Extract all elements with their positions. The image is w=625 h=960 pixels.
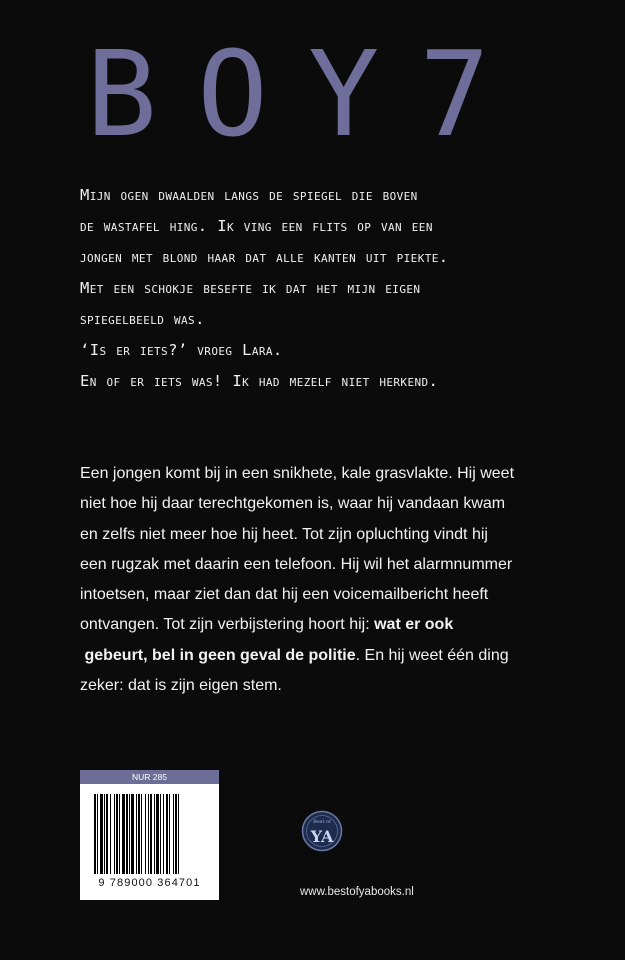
blurb-line: intoetsen, maar ziet dan dat hij een voicemailbericht heeft	[80, 586, 489, 604]
barcode-box	[80, 770, 219, 900]
blurb-text: . En hij weet één ding	[355, 646, 509, 664]
publisher-url: www.bestofyabooks.nl	[300, 886, 414, 898]
blurb-line: zeker: dat is zijn eigen stem.	[80, 677, 282, 695]
nur-label: NUR 285	[80, 770, 219, 784]
blurb-line: en zelfs niet meer hoe hij heet. Tot zijn opluchting vindt hij	[80, 525, 488, 543]
blurb-line: een rugzak met daarin een telefoon. Hij wil het alarmnummer	[80, 555, 513, 573]
excerpt-line: de wastafel hing. Ik ving een flits op van een	[80, 217, 433, 235]
best-of-ya-seal-icon	[301, 810, 343, 852]
blurb-emphasis: wat er ook	[374, 616, 454, 634]
excerpt-line: ‘Is er iets?’ vroeg Lara.	[80, 341, 283, 359]
excerpt-line: Met een schokje besefte ik dat het mijn eigen	[80, 279, 421, 297]
blurb-line: niet hoe hij daar terechtgekomen is, waar hij vandaan kwam	[80, 495, 506, 513]
blurb-text: ontvangen. Tot zijn verbijstering hoort hij:	[80, 616, 375, 634]
blurb-line	[80, 641, 550, 671]
excerpt-line: En of er iets was! Ik had mezelf niet herkend.	[80, 372, 439, 390]
book-title: BOY7	[86, 25, 531, 163]
barcode-icon	[94, 794, 206, 874]
excerpt-line: jongen met blond haar dat alle kanten uit piekte.	[80, 248, 449, 266]
blurb-line	[80, 610, 550, 640]
blurb-line: Een jongen komt bij in een snikhete, kale grasvlakte. Hij weet	[80, 465, 515, 482]
svg-text:YA: YA	[310, 827, 334, 846]
excerpt-line: Mijn ogen dwaalden langs de spiegel die boven	[80, 186, 418, 204]
book-blurb	[80, 459, 550, 701]
excerpt-line: spiegelbeeld was.	[80, 310, 205, 328]
blurb-emphasis: gebeurt, bel in geen geval de politie	[84, 646, 356, 664]
svg-text:Best of: Best of	[313, 819, 331, 825]
excerpt-quote	[80, 180, 600, 397]
isbn-number: 9 789000 364701	[98, 877, 201, 889]
